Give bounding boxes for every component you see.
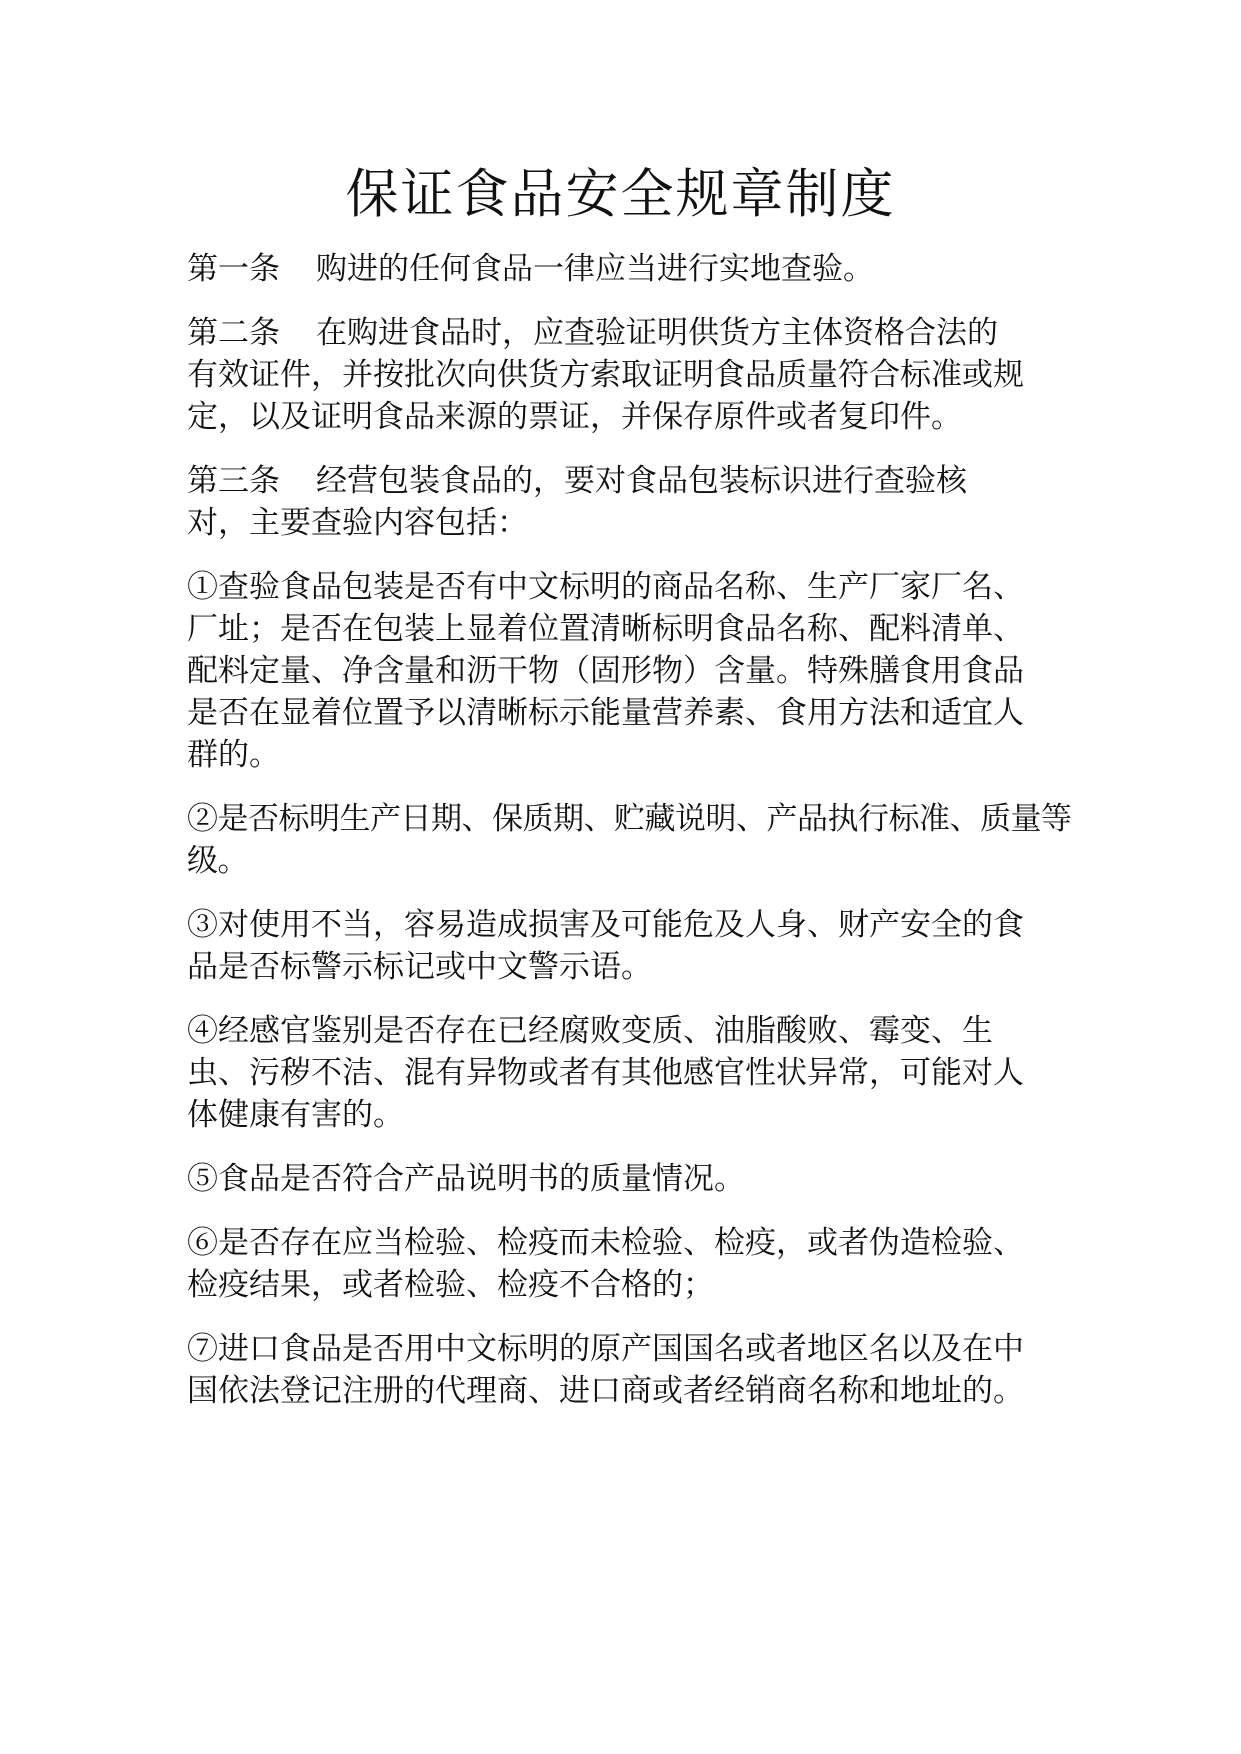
article-text: 购进的任何食品一律应当进行实地查验。	[316, 251, 874, 287]
document-body	[187, 248, 1087, 1434]
article-label: 第一条	[187, 251, 280, 287]
list-item: ①查验食品包装是否有中文标明的商品名称、生产厂家厂名、厂址；是否在包装上显着位置清晰标明食品名称、配料清单、配料定量、净含量和沥干物（固形物）含量。特殊膳食用食品是否在显着位置予以清晰标示能量营养素、食用方法和适宜人群的。	[187, 569, 1024, 773]
article-label: 第二条	[187, 315, 280, 351]
article-1	[187, 248, 1027, 290]
article-3	[187, 460, 1027, 544]
list-item: ⑦进口食品是否用中文标明的原产国国名或者地区名以及在中国依法登记注册的代理商、进口商或者经销商名称和地址的。	[187, 1331, 1024, 1409]
article-text: 经营包装食品的，要对食品包装标识进行查验核对，主要查验内容包括：	[187, 463, 967, 541]
list-item: ⑤食品是否符合产品说明书的质量情况。	[187, 1161, 745, 1197]
article-2	[187, 312, 1027, 438]
list-item: ③对使用不当，容易造成损害及可能危及人身、财产安全的食品是否标警示标记或中文警示语。	[187, 907, 1024, 985]
list-item: ⑥是否存在应当检验、检疫而未检验、检疫，或者伪造检验、检疫结果，或者检验、检疫不合格的；	[187, 1225, 1024, 1303]
document-title: 保证食品安全规章制度	[345, 164, 896, 225]
list-item: ②是否标明生产日期、保质期、贮藏说明、产品执行标准、质量等级。	[187, 801, 1072, 879]
article-label: 第三条	[187, 463, 280, 499]
article-text: 在购进食品时，应查验证明供货方主体资格合法的有效证件，并按批次向供货方索取证明食品质量符合标准或规定，以及证明食品来源的票证，并保存原件或者复印件。	[187, 315, 1024, 435]
list-item: ④经感官鉴别是否存在已经腐败变质、油脂酸败、霉变、生虫、污秽不洁、混有异物或者有其他感官性状异常，可能对人体健康有害的。	[187, 1013, 1024, 1133]
